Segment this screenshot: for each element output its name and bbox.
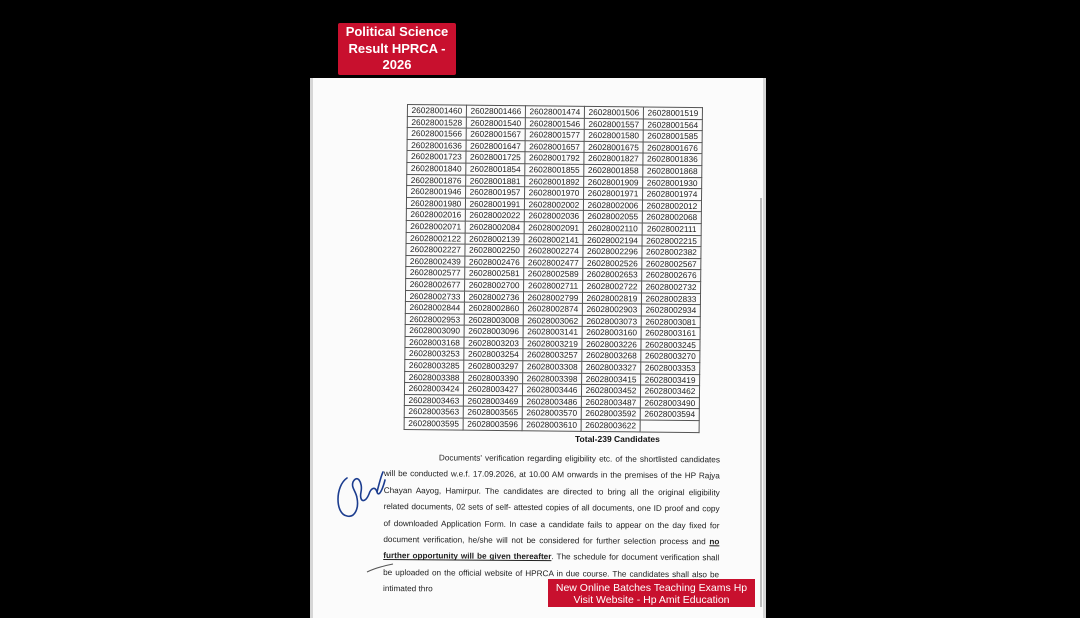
roll-number-cell: 26028003487 [581, 396, 640, 408]
roll-number-cell: 26028003073 [582, 315, 641, 327]
roll-number-cell: 26028003245 [641, 339, 700, 351]
roll-number-cell: 26028001657 [525, 141, 584, 153]
roll-number-cell [640, 420, 699, 432]
roll-number-cell: 26028002953 [405, 313, 464, 325]
roll-number-cell: 26028002274 [524, 245, 583, 257]
roll-number-cell: 26028001840 [407, 162, 466, 174]
roll-number-cell: 26028003563 [404, 406, 463, 418]
roll-number-cell: 26028002903 [582, 303, 641, 315]
roll-number-cell: 26028001946 [407, 186, 466, 198]
roll-number-cell: 26028002874 [523, 303, 582, 315]
roll-number-cell: 26028003308 [523, 361, 582, 373]
video-title-badge: Political Science Result HPRCA - 2026 [338, 23, 456, 75]
roll-number-cell: 26028001580 [584, 130, 643, 142]
roll-number-cell: 26028001881 [466, 175, 525, 187]
roll-number-cell: 26028002732 [642, 281, 701, 293]
roll-number-cell: 26028003297 [464, 360, 523, 372]
roll-number-cell: 26028003594 [640, 408, 699, 420]
roll-number-cell: 26028002016 [406, 209, 465, 221]
roll-number-cell: 26028002733 [405, 290, 464, 302]
roll-number-cell: 26028003415 [582, 373, 641, 385]
roll-number-cell: 26028002055 [583, 211, 642, 223]
roll-number-cell: 26028002934 [641, 304, 700, 316]
roll-number-cell: 26028003419 [641, 374, 700, 386]
roll-number-cell: 26028002139 [465, 233, 524, 245]
total-candidates: Total-239 Candidates [575, 434, 660, 444]
roll-number-cell: 26028001957 [466, 186, 525, 198]
roll-number-cell: 26028001676 [643, 142, 702, 154]
roll-number-cell: 26028002091 [524, 222, 583, 234]
roll-number-cell: 26028001836 [643, 153, 702, 165]
roll-number-cell: 26028002036 [524, 210, 583, 222]
roll-number-cell: 26028002476 [465, 256, 524, 268]
roll-number-cell: 26028003253 [405, 348, 464, 360]
roll-number-cell: 26028001636 [407, 139, 466, 151]
roll-number-cell: 26028002860 [464, 302, 523, 314]
roll-number-cell: 26028002799 [523, 291, 582, 303]
roll-number-cell: 26028002382 [642, 246, 701, 258]
roll-number-cell: 26028001855 [525, 164, 584, 176]
roll-number-cell: 26028002215 [642, 235, 701, 247]
roll-number-cell: 26028002676 [642, 269, 701, 281]
roll-number-cell: 26028002653 [583, 269, 642, 281]
roll-number-cell: 26028002194 [583, 234, 642, 246]
roll-number-cell: 26028003427 [463, 383, 522, 395]
roll-number-cell: 26028002022 [465, 209, 524, 221]
roll-number-cell: 26028001868 [643, 165, 702, 177]
roll-number-cell: 26028001827 [584, 153, 643, 165]
roll-number-cell: 26028001567 [466, 128, 525, 140]
roll-number-cell: 26028003398 [523, 372, 582, 384]
roll-number-cell: 26028002012 [642, 200, 701, 212]
roll-number-cell: 26028003570 [522, 407, 581, 419]
roll-number-cell: 26028002002 [524, 198, 583, 210]
roll-number-cell: 26028002819 [582, 292, 641, 304]
banner-line-1: New Online Batches Teaching Exams Hp [555, 582, 748, 594]
roll-number-cell: 26028001647 [466, 140, 525, 152]
roll-number-cell: 26028003226 [582, 338, 641, 350]
roll-number-cell: 26028003565 [463, 407, 522, 419]
roll-number-cell: 26028003596 [463, 418, 522, 430]
roll-number-cell: 26028002833 [641, 292, 700, 304]
roll-number-cell: 26028003462 [640, 385, 699, 397]
page-edge-line [760, 198, 762, 607]
roll-number-cell: 26028003219 [523, 338, 582, 350]
roll-number-cell: 26028001858 [584, 164, 643, 176]
notice-text-start: Documents' verification regarding eligibility etc. of the shortlisted candidates will be conducted w.e.f. 17.09.2026, at 10.00 AM onwards in the premises of the HP Rajya Chayan Aayog, Hamirpur. The candidates are directed to bring all the original eligibility related documents, 02 sets of self- attested copies of all documents, one ID proof and copy of downloaded Application Form. In case a candidate fails to appear on the day fixed for document verification, he/she will not be considered for further selection process and [383, 453, 720, 547]
roll-number-cell: 26028003268 [582, 350, 641, 362]
notice-emphasis: no further opportunity will be given thereafter [383, 537, 720, 562]
roll-number-cell: 26028003161 [641, 327, 700, 339]
roll-number-cell: 26028002844 [405, 302, 464, 314]
roll-number-cell: 26028003008 [464, 314, 523, 326]
roll-number-cell: 26028001792 [525, 152, 584, 164]
roll-number-cell: 26028003090 [405, 325, 464, 337]
roll-number-cell: 26028003141 [523, 326, 582, 338]
roll-number-cell: 26028001557 [584, 118, 643, 130]
roll-number-cell: 26028003388 [405, 371, 464, 383]
roll-number-cell: 26028002700 [465, 279, 524, 291]
roll-number-cell: 26028002581 [465, 267, 524, 279]
roll-number-cell: 26028003081 [641, 316, 700, 328]
roll-number-cell: 26028002577 [406, 267, 465, 279]
roll-number-cell: 26028001725 [466, 151, 525, 163]
roll-number-cell: 26028001460 [407, 105, 466, 117]
roll-number-cell: 26028002122 [406, 232, 465, 244]
roll-number-cell: 26028002110 [583, 222, 642, 234]
roll-number-cell: 26028003469 [463, 395, 522, 407]
roll-number-cell: 26028002071 [406, 220, 465, 232]
roll-number-cell: 26028003610 [522, 419, 581, 431]
roll-number-cell: 26028001892 [525, 175, 584, 187]
roll-number-cell: 26028001566 [407, 128, 466, 140]
roll-number-cell: 26028001577 [525, 129, 584, 141]
banner-line-2: Visit Website - Hp Amit Education [573, 594, 730, 606]
roll-number-cell: 26028001540 [466, 117, 525, 129]
roll-number-cell: 26028001564 [643, 119, 702, 131]
roll-number-cell: 26028003327 [582, 361, 641, 373]
roll-number-cell: 26028001474 [525, 106, 584, 118]
roll-number-cell: 26028001930 [643, 177, 702, 189]
roll-number-cell: 26028001970 [525, 187, 584, 199]
roll-number-cell: 26028002589 [524, 268, 583, 280]
roll-number-cell: 26028002722 [583, 280, 642, 292]
roll-number-cell: 26028003257 [523, 349, 582, 361]
roll-number-cell: 26028002296 [583, 245, 642, 257]
roll-number-cell: 26028003592 [581, 408, 640, 420]
roll-number-cell: 26028003096 [464, 325, 523, 337]
roll-number-cell: 26028002006 [583, 199, 642, 211]
roll-number-cell: 26028002736 [464, 291, 523, 303]
roll-number-cell: 26028003446 [522, 384, 581, 396]
roll-number-cell: 26028001585 [643, 130, 702, 142]
roll-number-cell: 26028001971 [584, 188, 643, 200]
roll-number-cell: 26028002439 [406, 255, 465, 267]
roll-number-cell: 26028002111 [642, 223, 701, 235]
roll-number-cell: 26028001909 [584, 176, 643, 188]
notice-text-end: . The schedule for document verification shall be uploaded on the official website of HPRCA in due course. The candidates shall also be intimated thro [382, 552, 720, 594]
roll-number-cell: 26028003285 [405, 360, 464, 372]
roll-number-cell: 26028003353 [641, 362, 700, 374]
roll-number-cell: 26028003254 [464, 349, 523, 361]
roll-number-cell: 26028003463 [404, 394, 463, 406]
roll-number-cell: 26028003270 [641, 350, 700, 362]
roll-number-cell: 26028002567 [642, 258, 701, 270]
roll-number-cell: 26028002068 [642, 211, 701, 223]
roll-number-cell: 26028002250 [465, 244, 524, 256]
roll-number-cell: 26028003452 [581, 385, 640, 397]
roll-number-cell: 26028001723 [407, 151, 466, 163]
roll-number-cell: 26028003160 [582, 327, 641, 339]
roll-number-cell: 26028002526 [583, 257, 642, 269]
roll-number-cell: 26028001675 [584, 141, 643, 153]
roll-number-cell: 26028002711 [524, 280, 583, 292]
result-document-page [310, 78, 766, 618]
roll-number-cell: 26028003424 [404, 383, 463, 395]
roll-number-cell: 26028002084 [465, 221, 524, 233]
roll-number-table [404, 104, 703, 433]
roll-number-cell: 26028001980 [406, 197, 465, 209]
roll-number-cell: 26028001466 [466, 105, 525, 117]
roll-number-cell: 26028001974 [643, 188, 702, 200]
roll-number-cell: 26028003390 [464, 372, 523, 384]
roll-number-cell: 26028001546 [525, 117, 584, 129]
roll-number-cell: 26028002141 [524, 233, 583, 245]
roll-number-cell: 26028001506 [584, 106, 643, 118]
roll-number-cell: 26028003490 [640, 397, 699, 409]
roll-number-cell: 26028003062 [523, 314, 582, 326]
roll-number-cell: 26028002677 [406, 278, 465, 290]
roll-number-cell: 26028002477 [524, 256, 583, 268]
verification-notice [383, 450, 720, 600]
roll-number-cell: 26028001991 [465, 198, 524, 210]
roll-number-cell: 26028002227 [406, 244, 465, 256]
table-row [404, 418, 699, 433]
roll-number-cell: 26028003486 [522, 396, 581, 408]
roll-number-cell: 26028001876 [407, 174, 466, 186]
roll-number-cell: 26028003622 [581, 419, 640, 431]
roll-number-cell: 26028003203 [464, 337, 523, 349]
roll-number-cell: 26028001528 [407, 116, 466, 128]
roll-number-cell: 26028001854 [466, 163, 525, 175]
promo-banner [548, 579, 755, 607]
roll-number-cell: 26028003595 [404, 418, 463, 430]
roll-number-cell: 26028003168 [405, 336, 464, 348]
roll-number-cell: 26028001519 [643, 107, 702, 119]
